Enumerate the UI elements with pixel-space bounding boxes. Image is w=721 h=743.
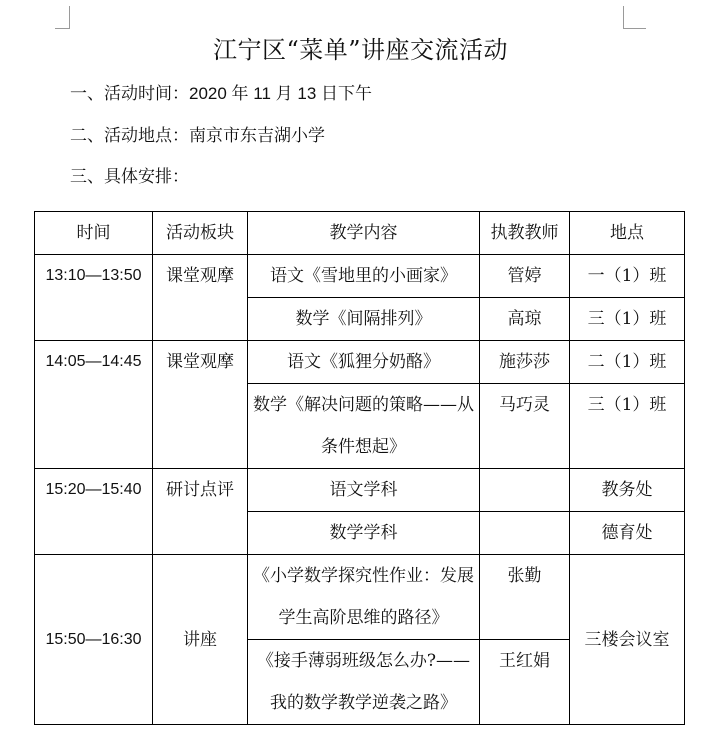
cell-place: 三楼会议室 <box>570 555 685 725</box>
cell-time: 15:50—16:30 <box>35 555 153 725</box>
cell-block: 课堂观摩 <box>153 341 248 469</box>
document-title: 江宁区“菜单”讲座交流活动 <box>212 36 509 64</box>
cell-place: 二（1）班 <box>570 341 685 384</box>
cell-block: 讲座 <box>153 555 248 725</box>
cell-teacher: 施莎莎 <box>480 341 570 384</box>
cell-content: 《小学数学探究性作业：发展学生高阶思维的路径》 <box>248 555 480 640</box>
cell-teacher <box>480 469 570 512</box>
cell-place: 教务处 <box>570 469 685 512</box>
table-row <box>35 341 685 384</box>
activity-time-value: 2020 年 11 月 13 日下午 <box>189 84 372 103</box>
cell-teacher <box>480 512 570 555</box>
cell-teacher: 王红娟 <box>480 640 570 725</box>
arrangement-label: 三、具体安排： <box>70 167 189 187</box>
cell-block: 研讨点评 <box>153 469 248 555</box>
cell-content: 数学《间隔排列》 <box>248 298 480 341</box>
activity-time-label: 一、活动时间： <box>70 84 189 104</box>
cell-teacher: 张勤 <box>480 555 570 640</box>
activity-place-label: 二、活动地点： <box>70 126 189 146</box>
cell-content: 数学学科 <box>248 512 480 555</box>
page-corner-mark-left <box>55 6 70 29</box>
cell-place: 三（1）班 <box>570 298 685 341</box>
cell-content: 语文《狐狸分奶酪》 <box>248 341 480 384</box>
header-teacher: 执教教师 <box>480 212 570 255</box>
activity-place-line <box>70 121 325 146</box>
activity-place-value: 南京市东吉湖小学 <box>189 126 325 146</box>
table-row <box>35 255 685 298</box>
schedule-table <box>34 211 685 725</box>
cell-place: 三（1）班 <box>570 384 685 469</box>
header-content: 教学内容 <box>248 212 480 255</box>
cell-time: 13:10—13:50 <box>35 255 153 341</box>
cell-content: 《接手薄弱班级怎么办?——我的数学教学逆袭之路》 <box>248 640 480 725</box>
cell-content: 语文学科 <box>248 469 480 512</box>
cell-content: 数学《解决问题的策略——从条件想起》 <box>248 384 480 469</box>
header-time: 时间 <box>35 212 153 255</box>
table-row <box>35 469 685 512</box>
header-place: 地点 <box>570 212 685 255</box>
activity-time-line <box>70 79 372 104</box>
table-header-row <box>35 212 685 255</box>
cell-time: 14:05—14:45 <box>35 341 153 469</box>
cell-teacher: 管婷 <box>480 255 570 298</box>
cell-content: 语文《雪地里的小画家》 <box>248 255 480 298</box>
cell-time: 15:20—15:40 <box>35 469 153 555</box>
cell-teacher: 马巧灵 <box>480 384 570 469</box>
arrangement-line <box>70 162 189 187</box>
table-row <box>35 555 685 640</box>
cell-block: 课堂观摩 <box>153 255 248 341</box>
page-corner-mark-right <box>623 6 646 29</box>
cell-place: 德育处 <box>570 512 685 555</box>
cell-teacher: 高琼 <box>480 298 570 341</box>
header-block: 活动板块 <box>153 212 248 255</box>
cell-place: 一（1）班 <box>570 255 685 298</box>
